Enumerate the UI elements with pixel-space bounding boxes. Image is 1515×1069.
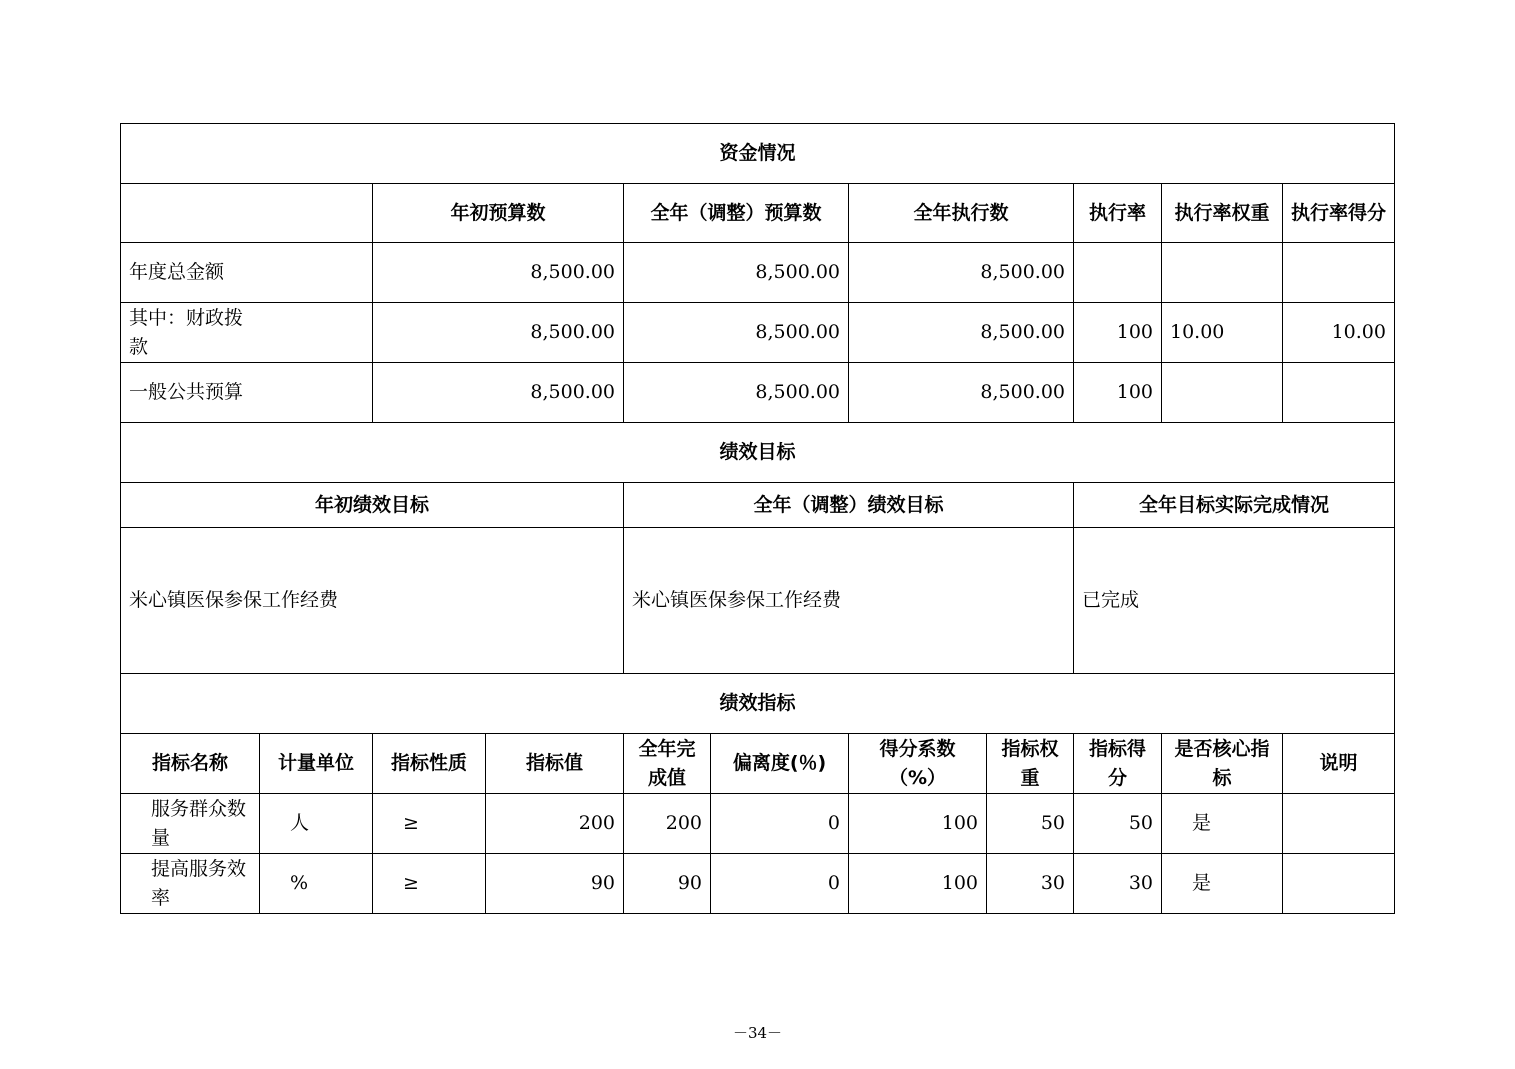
goals-initial-value: 米心镇医保参保工作经费 [121, 528, 624, 674]
indicator-header-target: 指标值 [486, 734, 624, 794]
goals-section-title: 绩效目标 [121, 423, 1395, 483]
funding-row-executed-value: 8,500.00 [980, 321, 1065, 343]
indicator-row-unit: % [260, 854, 373, 914]
funding-section-title: 资金情况 [121, 124, 1395, 184]
indicator-row-target: 90 [486, 854, 624, 914]
indicator-row-score: 50 [1074, 794, 1162, 854]
performance-table [120, 123, 1395, 914]
indicator-row-core: 是 [1162, 794, 1283, 854]
funding-row-executed-value: 8,500.00 [980, 381, 1065, 403]
funding-row-weight [1162, 243, 1283, 303]
funding-row-initial: 8,500.00 [373, 303, 624, 363]
funding-row-adjusted: 8,500.00 [624, 363, 849, 423]
funding-row-name [121, 303, 373, 363]
indicator-header-unit: 计量单位 [260, 734, 373, 794]
indicator-row [121, 794, 1395, 854]
goals-header-initial: 年初绩效目标 [121, 483, 624, 528]
indicator-row-deviation: 0 [711, 854, 849, 914]
indicator-row-nature: ≥ [373, 794, 486, 854]
indicator-header-name: 指标名称 [121, 734, 260, 794]
indicator-row-actual: 200 [624, 794, 711, 854]
indicator-row-actual: 90 [624, 854, 711, 914]
indicator-row-core: 是 [1162, 854, 1283, 914]
indicator-row-coef: 100 [849, 854, 987, 914]
funding-row [121, 363, 1395, 423]
funding-row-score [1283, 363, 1395, 423]
indicator-header-actual: 全年完成值 [624, 734, 711, 794]
indicators-section-title: 绩效指标 [121, 674, 1395, 734]
funding-header-blank [121, 184, 373, 243]
indicator-row-weight: 50 [987, 794, 1074, 854]
indicator-row-deviation: 0 [711, 794, 849, 854]
indicator-row-name: 提高服务效率 [121, 854, 260, 914]
indicator-row-note [1283, 794, 1395, 854]
funding-row-weight [1162, 363, 1283, 423]
indicator-header-weight: 指标权重 [987, 734, 1074, 794]
goals-completion-value: 已完成 [1074, 528, 1395, 674]
funding-row-adjusted: 8,500.00 [624, 243, 849, 303]
funding-row-name: 年度总金额 [121, 243, 373, 303]
indicator-row [121, 854, 1395, 914]
funding-row-name: 一般公共预算 [121, 363, 373, 423]
indicator-header-score: 指标得分 [1074, 734, 1162, 794]
funding-row-score: 10.00 [1283, 303, 1395, 363]
funding-row-weight: 10.00 [1162, 303, 1283, 363]
goals-header-completion: 全年目标实际完成情况 [1074, 483, 1395, 528]
funding-row-initial: 8,500.00 [373, 243, 624, 303]
funding-row-rate: 100 [1074, 303, 1162, 363]
funding-row-adjusted: 8,500.00 [624, 303, 849, 363]
funding-row-score [1283, 243, 1395, 303]
funding-row [121, 303, 1395, 363]
funding-header-weight: 执行率权重 [1162, 184, 1283, 243]
funding-header-initial: 年初预算数 [373, 184, 624, 243]
indicator-row-target: 200 [486, 794, 624, 854]
funding-header-adjusted: 全年（调整）预算数 [624, 184, 849, 243]
indicator-row-name: 服务群众数量 [121, 794, 260, 854]
funding-row-executed [849, 303, 1074, 363]
funding-row [121, 243, 1395, 303]
goals-header-adjusted: 全年（调整）绩效目标 [624, 483, 1074, 528]
indicator-row-note [1283, 854, 1395, 914]
indicator-row-nature: ≥ [373, 854, 486, 914]
indicator-row-coef: 100 [849, 794, 987, 854]
funding-row-executed [849, 243, 1074, 303]
indicator-row-weight: 30 [987, 854, 1074, 914]
funding-row-executed-value: 8,500.00 [980, 261, 1065, 283]
indicator-row-unit: 人 [260, 794, 373, 854]
goals-adjusted-value: 米心镇医保参保工作经费 [624, 528, 1074, 674]
funding-row-executed [849, 363, 1074, 423]
funding-row-rate [1074, 243, 1162, 303]
indicator-header-deviation: 偏离度(％) [711, 734, 849, 794]
funding-row-rate: 100 [1074, 363, 1162, 423]
indicator-row-score: 30 [1074, 854, 1162, 914]
indicator-header-coef: 得分系数（%） [849, 734, 987, 794]
funding-header-executed: 全年执行数 [849, 184, 1074, 243]
funding-row-name-text: 其中：财政拨款 [129, 306, 244, 358]
funding-row-initial: 8,500.00 [373, 363, 624, 423]
indicator-header-note: 说明 [1283, 734, 1395, 794]
funding-header-score: 执行率得分 [1283, 184, 1395, 243]
indicator-header-nature: 指标性质 [373, 734, 486, 794]
indicator-header-core: 是否核心指标 [1162, 734, 1283, 794]
page-number: －34－ [732, 1024, 783, 1042]
funding-header-rate: 执行率 [1074, 184, 1162, 243]
